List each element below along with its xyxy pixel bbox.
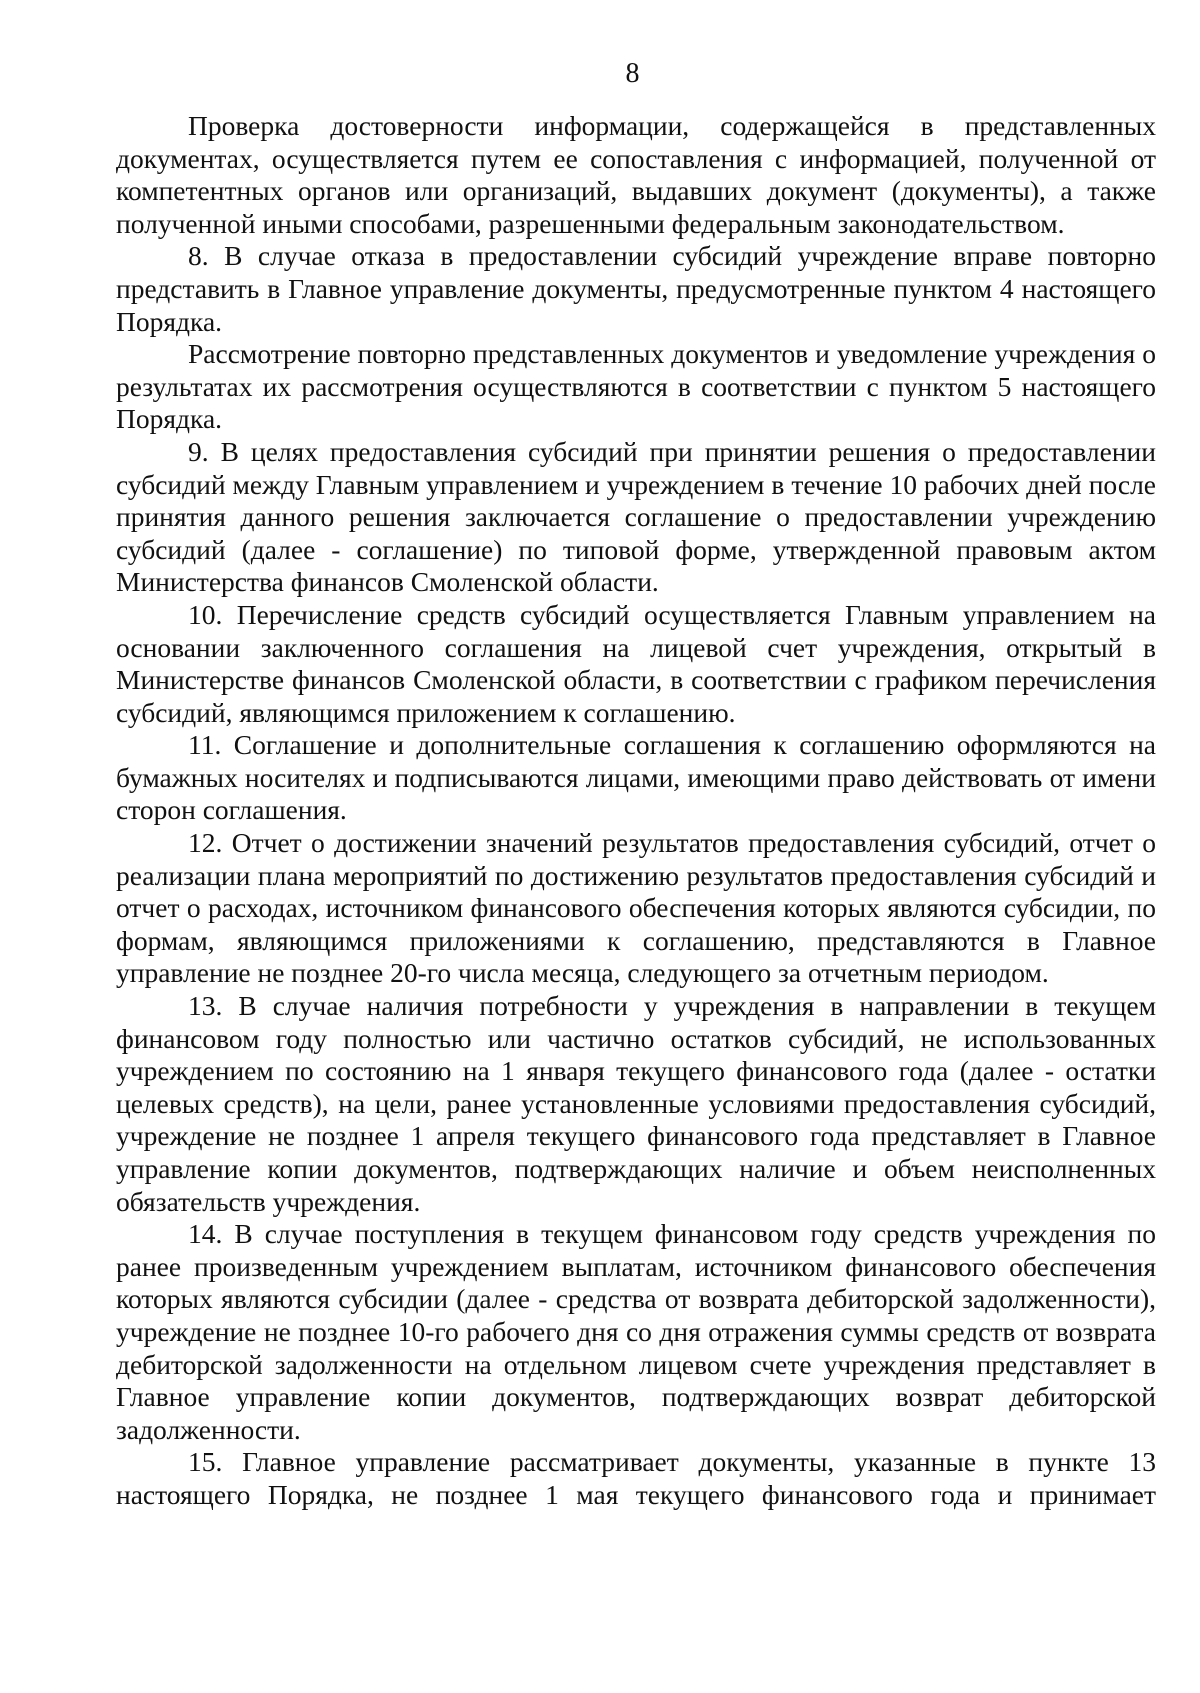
paragraph-item-13: 13. В случае наличия потребности у учреждения в направлении в текущем финансовом году полностью или частично остатков субсидий, не использованных учреждением по состоянию на 1 января текущего финансового года (далее - остатки целевых средств), на цели, ранее установленные условиями предоставления субсидий, учреждение не позднее 1 апреля текущего финансового года представляет в Главное управление копии документов, подтверждающих наличие и объем неисполненных обязательств учреждения. [116,990,1156,1217]
page-number: 8 [625,58,640,89]
paragraph-item-14: 14. В случае поступления в текущем финансовом году средств учреждения по ранее произведенным учреждением выплатам, источником финансового обеспечения которых являются субсидии (далее - средства от возврата дебиторской задолженности), учреждение не позднее 10-го рабочего дня со дня отражения суммы средств от возврата дебиторской задолженности на отдельном лицевом счете учреждения представляет в Главное управление копии документов, подтверждающих возврат дебиторской задолженности. [116,1218,1156,1445]
document-body [116,110,1156,1512]
paragraph-item-9: 9. В целях предоставления субсидий при принятии решения о предоставлении субсидий между Главным управлением и учреждением в течение 10 рабочих дней после принятия данного решения заключается соглашение о предоставлении учреждению субсидий (далее - соглашение) по типовой форме, утвержденной правовым актом Министерства финансов Смоленской области. [116,435,1156,598]
paragraph-item-12: 12. Отчет о достижении значений результатов предоставления субсидий, отчет о реализации плана мероприятий по достижению результатов предоставления субсидий и отчет о расходах, источником финансового обеспечения которых являются субсидии, по формам, являющимся приложениями к соглашению, представляются в Главное управление не позднее 20-го числа месяца, следующего за отчетным периодом. [116,827,1156,989]
paragraph-resubmission-review: Рассмотрение повторно представленных документов и уведомление учреждения о результатах их рассмотрения осуществляются в соответствии с пунктом 5 настоящего Порядка. [116,338,1156,435]
paragraph-item-10: 10. Перечисление средств субсидий осуществляется Главным управлением на основании заключенного соглашения на лицевой счет учреждения, открытый в Министерстве финансов Смоленской области, в соответствии с графиком перечисления субсидий, являющимся приложением к соглашению. [116,598,1156,728]
paragraph-item-11: 11. Соглашение и дополнительные соглашения к соглашению оформляются на бумажных носителях и подписываются лицами, имеющими право действовать от имени сторон соглашения. [116,729,1156,826]
paragraph-item-15: 15. Главное управление рассматривает документы, указанные в пункте 13 настоящего Порядка, не позднее 1 мая текущего финансового года и принимает [116,1446,1156,1510]
paragraph-verification: Проверка достоверности информации, содержащейся в представленных документах, осуществляется путем ее сопоставления с информацией, полученной от компетентных органов или организаций, выдавших документ (документы), а также полученной иными способами, разрешенными федеральным законодательством. [116,110,1156,239]
paragraph-item-8: 8. В случае отказа в предоставлении субсидий учреждение вправе повторно представить в Главное управление документы, предусмотренные пунктом 4 настоящего Порядка. [116,240,1156,337]
